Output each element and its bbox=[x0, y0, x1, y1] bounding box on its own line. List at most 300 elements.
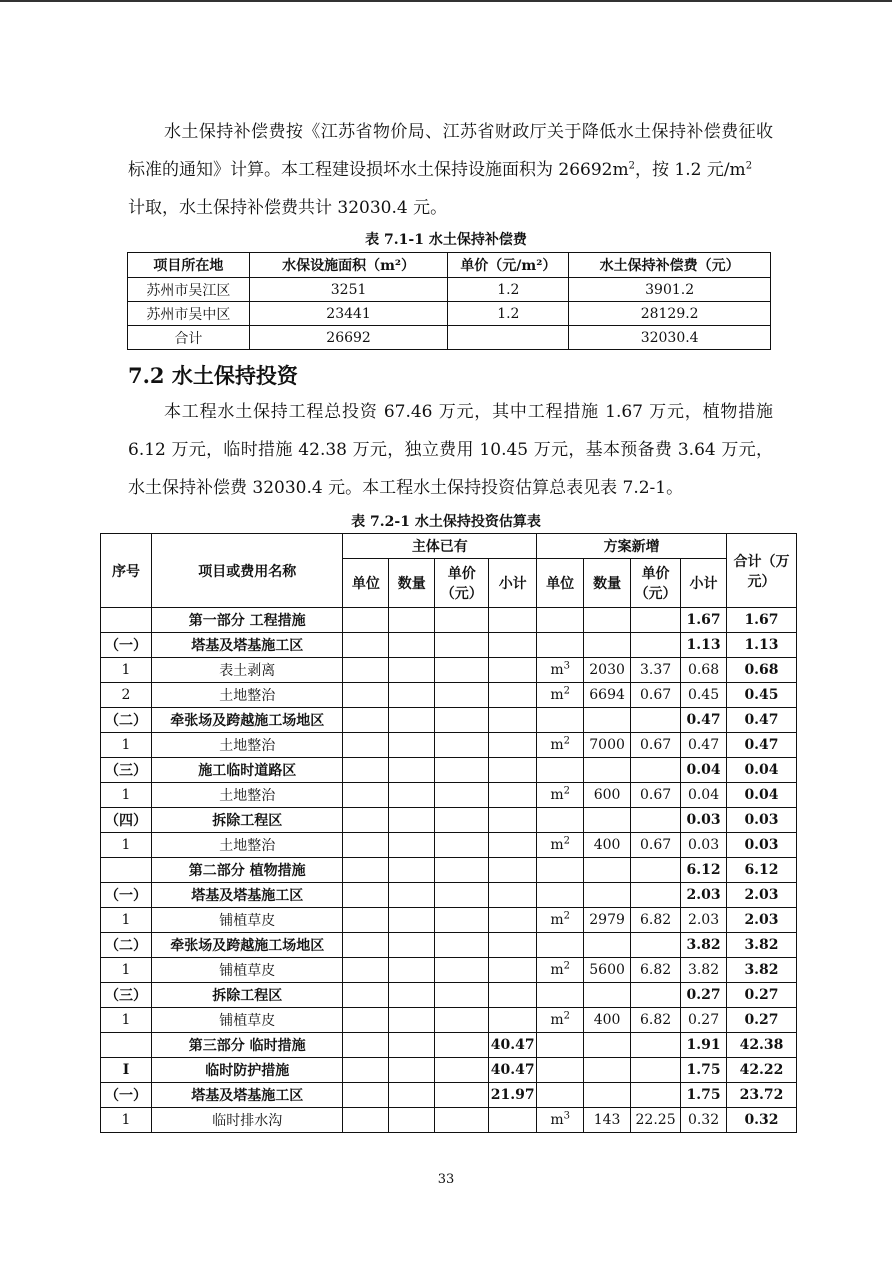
table-cell: 2.03 bbox=[727, 908, 797, 933]
table-row bbox=[101, 608, 797, 633]
table-row bbox=[101, 683, 797, 708]
table-row bbox=[101, 758, 797, 783]
table-cell: 1.67 bbox=[681, 608, 727, 633]
table2-caption: 表 7.2-1 水土保持投资估算表 bbox=[351, 514, 541, 530]
table-cell: 牵张场及跨越施工场地区 bbox=[151, 708, 342, 733]
table-cell: 0.04 bbox=[727, 783, 797, 808]
table-cell bbox=[343, 1058, 389, 1083]
table-cell bbox=[584, 1083, 631, 1108]
table-cell bbox=[537, 833, 584, 858]
table-cell: （二） bbox=[101, 708, 152, 733]
header-index: 序号 bbox=[101, 534, 152, 608]
table-cell: 1.2 bbox=[448, 302, 569, 326]
table-cell bbox=[435, 833, 489, 858]
header-subtotal: 小计 bbox=[489, 559, 537, 608]
table-cell bbox=[343, 733, 389, 758]
table-row bbox=[101, 883, 797, 908]
table-cell bbox=[389, 658, 435, 683]
table-cell bbox=[489, 608, 537, 633]
table-cell bbox=[389, 1033, 435, 1058]
table-cell: 23.72 bbox=[727, 1083, 797, 1108]
table-cell bbox=[489, 683, 537, 708]
table-cell: 1.2 bbox=[448, 278, 569, 302]
header-price: 单价（元） bbox=[435, 559, 489, 608]
table-cell bbox=[631, 1033, 681, 1058]
table-cell bbox=[537, 933, 584, 958]
table-cell: 铺植草皮 bbox=[151, 908, 342, 933]
table-cell: 0.47 bbox=[681, 733, 727, 758]
table-cell bbox=[537, 883, 584, 908]
table-cell bbox=[584, 758, 631, 783]
table-cell: 1 bbox=[101, 908, 152, 933]
top-rule bbox=[0, 0, 892, 2]
table-cell bbox=[584, 608, 631, 633]
unit-text: m bbox=[550, 1112, 564, 1128]
table-cell: 土地整治 bbox=[151, 733, 342, 758]
table-cell bbox=[389, 1058, 435, 1083]
table-cell: 3251 bbox=[249, 278, 448, 302]
table-cell: 临时防护措施 bbox=[151, 1058, 342, 1083]
table-cell bbox=[537, 683, 584, 708]
table-cell: 0.47 bbox=[727, 708, 797, 733]
table-cell: 0.03 bbox=[681, 833, 727, 858]
table-cell: 23441 bbox=[249, 302, 448, 326]
table-cell bbox=[631, 758, 681, 783]
table-cell bbox=[389, 808, 435, 833]
table-cell: （三） bbox=[101, 983, 152, 1008]
unit-text: m bbox=[550, 1012, 564, 1028]
unit-text: m bbox=[550, 962, 564, 978]
table-cell: 1.67 bbox=[727, 608, 797, 633]
table-cell: 6.82 bbox=[631, 908, 681, 933]
table-cell: 3.82 bbox=[727, 933, 797, 958]
table-row bbox=[101, 658, 797, 683]
table-cell bbox=[389, 858, 435, 883]
unit-text: m bbox=[550, 787, 564, 803]
table-cell: （二） bbox=[101, 933, 152, 958]
table-cell: 22.25 bbox=[631, 1108, 681, 1133]
table-cell: 拆除工程区 bbox=[151, 808, 342, 833]
table-cell bbox=[537, 633, 584, 658]
table-cell bbox=[435, 783, 489, 808]
table-cell bbox=[537, 608, 584, 633]
table-cell: 0.03 bbox=[727, 833, 797, 858]
table-row bbox=[101, 1083, 797, 1108]
table-cell bbox=[489, 708, 537, 733]
table-cell bbox=[584, 883, 631, 908]
table-cell bbox=[343, 833, 389, 858]
table-cell: 土地整治 bbox=[151, 833, 342, 858]
table-cell bbox=[343, 1033, 389, 1058]
table-cell: 1.13 bbox=[681, 633, 727, 658]
table-cell bbox=[489, 958, 537, 983]
table-cell bbox=[343, 1008, 389, 1033]
table-cell: 6.12 bbox=[681, 858, 727, 883]
table-cell bbox=[448, 326, 569, 350]
table-cell: 1 bbox=[101, 733, 152, 758]
table-cell bbox=[343, 633, 389, 658]
table-cell: 40.47 bbox=[489, 1058, 537, 1083]
table-cell: 1.91 bbox=[681, 1033, 727, 1058]
header-unit: 单位 bbox=[343, 559, 389, 608]
table-row bbox=[101, 833, 797, 858]
table-cell bbox=[343, 708, 389, 733]
unit-text: m bbox=[550, 837, 564, 853]
table-cell bbox=[343, 808, 389, 833]
table-cell: 第一部分 工程措施 bbox=[151, 608, 342, 633]
table-cell bbox=[435, 983, 489, 1008]
table-cell bbox=[435, 883, 489, 908]
table-cell bbox=[537, 958, 584, 983]
table-cell bbox=[489, 883, 537, 908]
table-cell bbox=[631, 808, 681, 833]
table-cell bbox=[389, 983, 435, 1008]
table-cell: 0.32 bbox=[727, 1108, 797, 1133]
table-row bbox=[101, 933, 797, 958]
table-cell: （一） bbox=[101, 883, 152, 908]
table-cell bbox=[343, 983, 389, 1008]
table-cell: 铺植草皮 bbox=[151, 1008, 342, 1033]
table-cell: 6694 bbox=[584, 683, 631, 708]
header-unit: 单位 bbox=[537, 559, 584, 608]
unit-exponent: 2 bbox=[563, 960, 570, 972]
table-cell bbox=[631, 608, 681, 633]
table-cell bbox=[389, 883, 435, 908]
unit-exponent: 2 bbox=[563, 785, 570, 797]
table-cell: 42.38 bbox=[727, 1033, 797, 1058]
table-cell bbox=[389, 608, 435, 633]
table-cell: 0.04 bbox=[727, 758, 797, 783]
table-cell: 600 bbox=[584, 783, 631, 808]
table-cell bbox=[389, 683, 435, 708]
table-cell bbox=[489, 933, 537, 958]
table-cell bbox=[343, 883, 389, 908]
table-cell bbox=[537, 1108, 584, 1133]
table-cell: 28129.2 bbox=[569, 302, 771, 326]
table-cell bbox=[343, 783, 389, 808]
table-cell: 塔基及塔基施工区 bbox=[151, 633, 342, 658]
table-cell bbox=[584, 808, 631, 833]
table-cell bbox=[537, 733, 584, 758]
table-cell: 0.03 bbox=[681, 808, 727, 833]
table-cell: 6.82 bbox=[631, 958, 681, 983]
table-cell bbox=[631, 883, 681, 908]
page-number: 33 bbox=[437, 1172, 455, 1187]
table-cell bbox=[584, 633, 631, 658]
table-row bbox=[101, 733, 797, 758]
table-cell: 1.75 bbox=[681, 1083, 727, 1108]
table-cell: 6.82 bbox=[631, 1008, 681, 1033]
unit-exponent: 2 bbox=[563, 1010, 570, 1022]
paragraph-compensation: 水土保持补偿费按《江苏省物价局、江苏省财政厅关于降低水土保持补偿费征收标准的通知》计算。本工程建设损坏水土保持设施面积为 $26692m^2$，按 1.2 元$/m^2$ 计取，水土保持补偿费共计 32030.4 元。 bbox=[128, 122, 773, 218]
table-cell: 塔基及塔基施工区 bbox=[151, 1083, 342, 1108]
header-price: 单价（元） bbox=[631, 559, 681, 608]
table-cell: 6.12 bbox=[727, 858, 797, 883]
table-cell bbox=[489, 908, 537, 933]
table-cell bbox=[631, 1058, 681, 1083]
table1-header-row bbox=[128, 253, 771, 278]
table-cell bbox=[584, 708, 631, 733]
table-cell bbox=[489, 808, 537, 833]
table-cell: 0.04 bbox=[681, 758, 727, 783]
unit-exponent: 2 bbox=[563, 835, 570, 847]
table-cell: 1 bbox=[101, 958, 152, 983]
table-cell bbox=[435, 933, 489, 958]
table-cell bbox=[343, 858, 389, 883]
table-cell bbox=[537, 1008, 584, 1033]
table-cell bbox=[435, 1058, 489, 1083]
table-cell: 0.67 bbox=[631, 783, 681, 808]
table-cell bbox=[537, 908, 584, 933]
table-cell bbox=[631, 708, 681, 733]
table-cell: 苏州市吴中区 bbox=[128, 302, 250, 326]
table-cell: 0.27 bbox=[681, 983, 727, 1008]
table-cell bbox=[537, 1058, 584, 1083]
table-cell bbox=[435, 608, 489, 633]
table-cell: 3.82 bbox=[681, 933, 727, 958]
table-cell bbox=[631, 633, 681, 658]
table-row bbox=[101, 783, 797, 808]
table-cell: 0.68 bbox=[727, 658, 797, 683]
table-cell bbox=[389, 833, 435, 858]
table-cell bbox=[537, 758, 584, 783]
table-cell: 2030 bbox=[584, 658, 631, 683]
table-cell bbox=[489, 658, 537, 683]
table-cell: 2 bbox=[101, 683, 152, 708]
table-row bbox=[101, 983, 797, 1008]
table-cell: （一） bbox=[101, 633, 152, 658]
table-cell: 0.27 bbox=[727, 1008, 797, 1033]
table-row bbox=[128, 326, 771, 350]
table-cell bbox=[389, 958, 435, 983]
table-row bbox=[101, 633, 797, 658]
table1-header: 水土保持补偿费（元） bbox=[569, 253, 771, 278]
table-cell bbox=[537, 808, 584, 833]
table-cell: 0.45 bbox=[681, 683, 727, 708]
table-cell bbox=[101, 1033, 152, 1058]
table-cell: 2979 bbox=[584, 908, 631, 933]
table-cell: 0.03 bbox=[727, 808, 797, 833]
table-cell: 32030.4 bbox=[569, 326, 771, 350]
table-cell bbox=[631, 1083, 681, 1108]
table-cell: 0.45 bbox=[727, 683, 797, 708]
table-row bbox=[101, 808, 797, 833]
table-cell: 0.47 bbox=[727, 733, 797, 758]
section-heading: 7.2 水土保持投资 bbox=[128, 363, 298, 388]
table-row bbox=[101, 1008, 797, 1033]
table-cell: 铺植草皮 bbox=[151, 958, 342, 983]
table-cell: 40.47 bbox=[489, 1033, 537, 1058]
table-cell bbox=[537, 1083, 584, 1108]
table-cell bbox=[343, 758, 389, 783]
table-cell bbox=[537, 708, 584, 733]
table-cell bbox=[435, 733, 489, 758]
table-row bbox=[101, 908, 797, 933]
unit-exponent: 3 bbox=[563, 660, 570, 672]
table-cell: 5600 bbox=[584, 958, 631, 983]
table-cell bbox=[435, 633, 489, 658]
table-cell: I bbox=[101, 1058, 152, 1083]
table-cell bbox=[584, 1033, 631, 1058]
table-cell bbox=[435, 908, 489, 933]
table-cell bbox=[435, 958, 489, 983]
table-row bbox=[128, 302, 771, 326]
table-cell bbox=[389, 633, 435, 658]
table-cell: 塔基及塔基施工区 bbox=[151, 883, 342, 908]
table-cell bbox=[343, 958, 389, 983]
table1-header: 项目所在地 bbox=[128, 253, 250, 278]
table-cell bbox=[537, 983, 584, 1008]
table-cell bbox=[389, 783, 435, 808]
table-cell bbox=[489, 1008, 537, 1033]
table-cell bbox=[435, 1108, 489, 1133]
table-cell: 0.27 bbox=[681, 1008, 727, 1033]
table-cell bbox=[389, 908, 435, 933]
table-cell: 0.68 bbox=[681, 658, 727, 683]
table-cell: 牵张场及跨越施工场地区 bbox=[151, 933, 342, 958]
table-cell: 26692 bbox=[249, 326, 448, 350]
table-cell: 0.04 bbox=[681, 783, 727, 808]
table1-header: 单价（元/m²） bbox=[448, 253, 569, 278]
table-cell bbox=[631, 933, 681, 958]
table-cell: 1 bbox=[101, 833, 152, 858]
table-cell: （三） bbox=[101, 758, 152, 783]
table-cell bbox=[343, 1108, 389, 1133]
table-cell bbox=[343, 658, 389, 683]
table-cell: 苏州市吴江区 bbox=[128, 278, 250, 302]
table-cell: 第二部分 植物措施 bbox=[151, 858, 342, 883]
table-cell: 1.75 bbox=[681, 1058, 727, 1083]
table2-header-row bbox=[101, 534, 797, 559]
table-cell bbox=[343, 933, 389, 958]
header-subtotal: 小计 bbox=[681, 559, 727, 608]
table-cell bbox=[435, 708, 489, 733]
paragraph-investment: 本工程水土保持工程总投资 67.46 万元，其中工程措施 1.67 万元，植物措施 6.12 万元，临时措施 42.38 万元，独立费用 10.45 万元，基本预备费 3.64 万元，水土保持补偿费 32030.4 元。本工程水土保持投资估算总表见表 7.2-1。 bbox=[128, 402, 773, 498]
unit-text: m bbox=[550, 737, 564, 753]
table-cell: 1 bbox=[101, 1008, 152, 1033]
table-cell bbox=[584, 983, 631, 1008]
table-cell bbox=[389, 708, 435, 733]
table-cell bbox=[489, 758, 537, 783]
table-cell: 0.32 bbox=[681, 1108, 727, 1133]
table-cell bbox=[489, 858, 537, 883]
table-cell: 0.67 bbox=[631, 833, 681, 858]
table-cell bbox=[537, 783, 584, 808]
table-cell: 3.82 bbox=[727, 958, 797, 983]
table-cell: 1.13 bbox=[727, 633, 797, 658]
table-cell: 400 bbox=[584, 1008, 631, 1033]
table-cell: 3.82 bbox=[681, 958, 727, 983]
table-cell bbox=[389, 758, 435, 783]
table-cell: 土地整治 bbox=[151, 683, 342, 708]
table-cell: 施工临时道路区 bbox=[151, 758, 342, 783]
table-cell: 拆除工程区 bbox=[151, 983, 342, 1008]
compensation-table bbox=[127, 252, 771, 350]
table-cell: 7000 bbox=[584, 733, 631, 758]
table-cell bbox=[435, 658, 489, 683]
table-cell: 400 bbox=[584, 833, 631, 858]
table-cell: 0.67 bbox=[631, 683, 681, 708]
table-cell bbox=[489, 1108, 537, 1133]
header-name: 项目或费用名称 bbox=[151, 534, 342, 608]
table-cell: 42.22 bbox=[727, 1058, 797, 1083]
table-cell bbox=[435, 683, 489, 708]
table-cell bbox=[343, 608, 389, 633]
table-row bbox=[101, 1033, 797, 1058]
table-cell bbox=[343, 908, 389, 933]
table-cell bbox=[435, 1083, 489, 1108]
table-cell: （一） bbox=[101, 1083, 152, 1108]
table-cell bbox=[631, 983, 681, 1008]
header-qty: 数量 bbox=[389, 559, 435, 608]
table-cell bbox=[584, 1058, 631, 1083]
header-new: 方案新增 bbox=[537, 534, 727, 559]
table-cell bbox=[389, 1108, 435, 1133]
table-cell bbox=[489, 783, 537, 808]
table-cell bbox=[101, 858, 152, 883]
table-cell: 3901.2 bbox=[569, 278, 771, 302]
table-cell: 第三部分 临时措施 bbox=[151, 1033, 342, 1058]
table-cell bbox=[631, 858, 681, 883]
unit-text: m bbox=[550, 662, 564, 678]
table-row bbox=[101, 708, 797, 733]
table-cell: 表土剥离 bbox=[151, 658, 342, 683]
table-cell: 临时排水沟 bbox=[151, 1108, 342, 1133]
unit-exponent: 2 bbox=[563, 910, 570, 922]
header-qty: 数量 bbox=[584, 559, 631, 608]
table-cell bbox=[343, 683, 389, 708]
table-cell: 2.03 bbox=[681, 908, 727, 933]
table-row bbox=[101, 1108, 797, 1133]
table-cell: 土地整治 bbox=[151, 783, 342, 808]
table-cell: 1 bbox=[101, 783, 152, 808]
table-cell bbox=[537, 1033, 584, 1058]
table-cell: 1 bbox=[101, 658, 152, 683]
table-cell: 21.97 bbox=[489, 1083, 537, 1108]
table-cell bbox=[435, 1008, 489, 1033]
table-cell: 143 bbox=[584, 1108, 631, 1133]
table-cell: 2.03 bbox=[681, 883, 727, 908]
table-cell bbox=[389, 1083, 435, 1108]
unit-exponent: 3 bbox=[563, 1110, 570, 1122]
table-row bbox=[101, 858, 797, 883]
header-total: 合计（万元） bbox=[727, 534, 797, 608]
table-cell bbox=[489, 633, 537, 658]
table-cell bbox=[389, 1008, 435, 1033]
table-cell bbox=[343, 1083, 389, 1108]
table-cell: （四） bbox=[101, 808, 152, 833]
table-cell bbox=[584, 858, 631, 883]
table-cell: 2.03 bbox=[727, 883, 797, 908]
table-cell bbox=[435, 758, 489, 783]
unit-text: m bbox=[550, 912, 564, 928]
table-cell bbox=[584, 933, 631, 958]
table-cell bbox=[435, 858, 489, 883]
table-cell: 1 bbox=[101, 1108, 152, 1133]
investment-table bbox=[100, 533, 797, 1133]
table-cell bbox=[489, 983, 537, 1008]
table-cell bbox=[389, 733, 435, 758]
table-cell bbox=[537, 858, 584, 883]
table-cell: 合计 bbox=[128, 326, 250, 350]
table1-header: 水保设施面积（m²） bbox=[249, 253, 448, 278]
table1-caption: 表 7.1-1 水土保持补偿费 bbox=[365, 232, 527, 248]
unit-exponent: 2 bbox=[563, 735, 570, 747]
header-existing: 主体已有 bbox=[343, 534, 537, 559]
table-cell: 3.37 bbox=[631, 658, 681, 683]
table-cell bbox=[537, 658, 584, 683]
table-cell bbox=[489, 733, 537, 758]
